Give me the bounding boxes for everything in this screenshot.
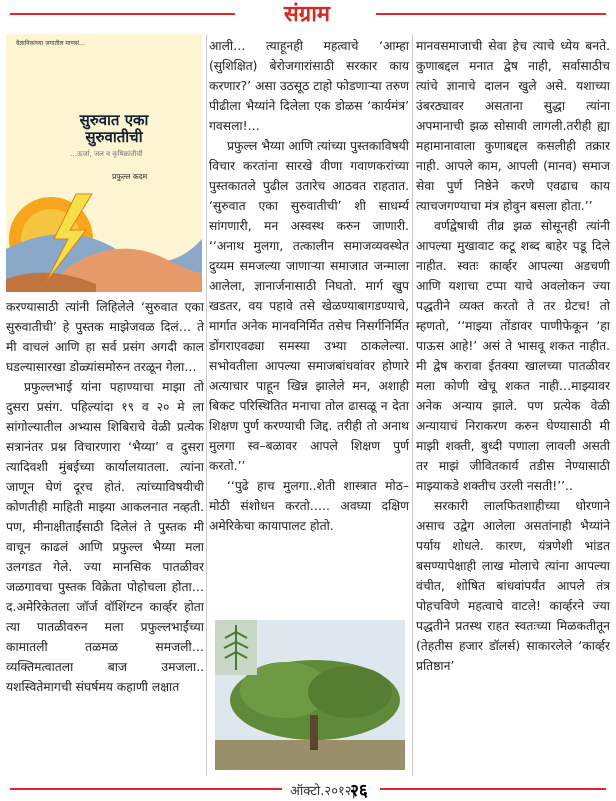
page-number: २६	[350, 781, 368, 801]
footer-rule-left	[10, 788, 282, 790]
text-column-3	[416, 36, 610, 676]
paragraph: आली… त्याहूनही महत्वाचे ‘आम्हा (सुशिक्षित) बेरोजगारांसाठी सरकार काय करणार?’ असा उठसूठ टाहो फोडणाऱ्या तरुण पीढीला भैय्यांने दिलेला एक डोळस ‘कार्यमंत्र’ गवसला!…	[209, 39, 409, 133]
tree-photo-art	[215, 620, 405, 770]
text-column-2	[209, 36, 409, 536]
page-footer	[0, 778, 616, 800]
book-cover-image	[6, 34, 202, 292]
header-rule-right	[376, 13, 606, 15]
issue-date: ऑक्टो.२०१२|	[290, 784, 356, 799]
paragraph: वर्णद्वेषाची तीव्र झळ सोसूनही त्यांनी आपल्या मुखावाट कटू शब्द बाहेर पडू दिले नाहीत. स्वतः कार्व्हर आपल्या अडचणी आणि यशाचा टप्पा याचे अवलोकन ज्या पद्धतीने व्यक्त करतो ते तर ग्रेटच! तो म्हणतो, ‘‘माझ्या तोंडावर पाणीफेकून ‘हा पाऊस आहे!’ असं ते भासवू शकत नाहीत. मी द्वेष करावा ईतक्या खालच्या पातळीवर मला कोणी खेचू शकत नाही…माझ्यावर अनेक अन्याय झाले. पण प्रत्येक वेळी अन्यायाचं निराकरण करुन घेण्यासाठी मी माझी शक्ती, बुध्दी पणाला लावली असती तर माझं जीवितकार्य तडीस नेण्यासाठी माझ्याकडे शक्तीच उरली नसती!’’..	[416, 219, 610, 493]
paragraph: मानवसमाजाची सेवा हेच त्याचे ध्येय बनते. कुणाबद्दल मनात द्वेष नाही, सर्वासाठीच त्यांचे ज्ञानाचे दालन खुले असे. यशाच्या उंबरठ्यावर असताना सुद्धा त्यांना अपमानाची झळ सोसावी लागली.तरीही ह्या महामानावाला कुणाबद्दल कसलीही तक्रार नाही. आपले काम, आपली (मानव) समाज सेवा पुर्ण निष्ठेने करणे एवढाच काय त्याचजगण्याचा मंत्र होवुन बसला होता.’’	[416, 39, 610, 213]
book-cover-art	[6, 34, 202, 292]
footer-rule-right	[380, 788, 606, 790]
paragraph: प्रफुल्लभाई यांना पहाण्याचा माझा तो दुसरा प्रसंग. पहिल्यांदा १९ व २० मे ला सांगोल्यातील अभ्यास शिबिराचे वेळी प्रत्येक सत्रानंतर प्रश्न विचारणारा ‘भैय्या’ व दुसरा त्यादिवशी मुंबईच्या कार्यालयातला. त्यांना जाणून घेणं दूरच होतं. त्यांच्याविषयीची कोणतीही माहिती माझ्या आकलनात नव्हती. पण, मीनाक्षीताईंसाठी दिलेलं ते पुस्तक मी वाचून काढलं आणि प्रफुल्ल भैय्या मला उलगडत गेले. ज्या मानसिक पातळीवर जळगावचा पुस्तक विक्रेता पोहोचला होता… द.अमेरिकेतला जॉर्ज वॉशिंग्टन कार्व्हर होता त्या पातळीवरुन मला प्रफुल्लभाईंच्या कामातली तळमळ समजली… व्यक्तिमत्वातला बाज उमजला.. यशस्वितेमागची संघर्षमय कहाणी लक्षात	[6, 380, 204, 694]
column-divider	[412, 34, 413, 776]
paragraph: प्रफुल्ल भैय्या आणि त्यांच्या पुस्तकाविषयी विचार करतांना सारखे वीणा गवाणकरांच्या पुस्तकातले पुढील उतारेच आठवत राहतात. ‘सुरुवात एका सुरुवातीची’ शी साधर्म्य सांगणारी, मन अस्वस्थ करुन जाणारी. ‘‘अनाथ मुलगा, तत्कालीन समाजव्यवस्थेत दुय्यम समजल्या जाणाऱ्या समाजात जन्माला आलेला, ज्ञानार्जनासाठी निघतो. मार्ग खुप खडतर, वय पहावे तसे खेळण्याबागडण्याचे, मार्गात अनेक मानवनिर्मित तसेच निसर्गनिर्मित डोंगराएवढ्या समस्या उभ्या ठाकलेल्या. सभोवतीला आपल्या समाजबांधवांवर होणारे अत्याचार पाहून खिन्न झालेले मन, अशाही बिकट परिस्थितित मनाचा तोल ढासळू न देता शिक्षण पुर्ण करण्याची जिद्द. तरीही तो अनाथ मुलगा स्व–बळावर आपले शिक्षण पुर्ण करतो.’’	[209, 139, 409, 473]
column-divider	[206, 34, 207, 776]
paragraph: ‘‘पुढे हाच मुलगा..शेती शास्त्रात मोठ–मोठी संशोधन करतो….. अवघ्या दक्षिण अमेरिकेचा कायापालट होतो.	[209, 479, 409, 533]
paragraph: करण्यासाठी त्यांनी लिहिलेले ‘सुरुवात एका सुरुवातीची’ हे पुस्तक माझेजवळ दिलं… ते मी वाचलं आणि हा सर्व प्रसंग अगदी काल घडल्यासारखा डोळ्यांसमोरुन तरळून गेला…	[6, 300, 204, 374]
book-tagline: वैज्ञानिकांच्या जगातील माणसं…	[16, 40, 85, 47]
book-title: सुरुवात एका सुरुवातीची	[79, 111, 149, 146]
header-rule-left	[10, 13, 235, 15]
magazine-logo: संग्राम	[283, 1, 331, 27]
book-subtitle: …ऊर्जा, जल व कृषिक्रांतीची	[70, 150, 143, 158]
text-column-1	[6, 297, 204, 697]
page-header	[0, 0, 616, 28]
paragraph: सरकारी लालफितशाहीच्या धोरणाने असाच उद्वेग आलेला असतांनाही भैय्यांने पर्याय शोधले. कारण, यंत्रणेशी भांडत बसण्यापेक्षाही लाख मोलाचे त्यांना आपल्या वंचीत, शोषित बांधवांपर्यंत आपले तंत्र पोहचविणे महत्वाचे वाटले! कार्व्हरने ज्या पद्धतीने प्रतस्थ राहत स्वतःच्या मिळकतीतून (तेहतीस हजार डॉलर्स) साकारलेले ‘कार्व्हर प्रतिष्ठान’	[416, 499, 610, 673]
book-author: प्रफुल्ल कदम	[112, 172, 148, 181]
tree-photo	[215, 620, 405, 770]
